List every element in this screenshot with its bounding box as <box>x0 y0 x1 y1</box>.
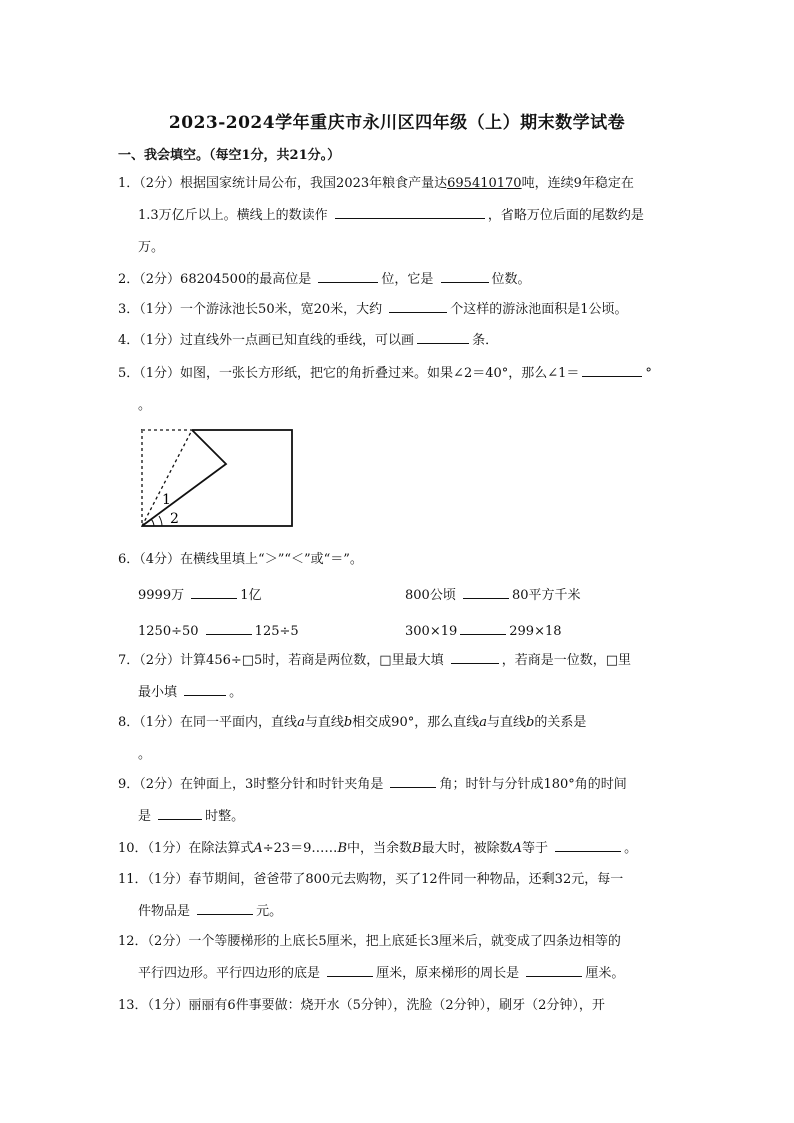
answer-blank[interactable] <box>184 681 226 696</box>
answer-blank[interactable] <box>158 805 202 820</box>
compare-row: 1250÷50 125÷5 <box>138 620 299 639</box>
answer-blank[interactable] <box>441 268 489 283</box>
question-8: 8．（1分）在同一平面内，直线a与直线b相交成90°，那么直线a与直线b的关系是 。 <box>118 715 587 762</box>
question-11: 11．（1分）春节期间，爸爸带了800元去购物，买了12件同一种物品，还剩32元，每一 件物品是 元。 <box>118 872 624 919</box>
question-3: 3．（1分）一个游泳池长50米，宽20米，大约 个这样的游泳池面积是1公顷。 <box>118 294 678 326</box>
question-number: 1． <box>118 176 140 191</box>
question-10: 10．（1分）在除法算式A÷23＝9……B中，当余数B最大时，被除数A等于 。 <box>118 833 678 865</box>
angle-label-2: 2 <box>170 511 179 527</box>
question-4: 4．（1分）过直线外一点画已知直线的垂线，可以画 条． <box>118 325 678 357</box>
compare-row: 800公顷 80平方千米 <box>405 584 581 603</box>
question-7: 7．（2分）计算456÷□5时，若商是两位数，□里最大填 ，若商是一位数，□里 最小填 。 <box>118 645 678 709</box>
page-title: 2023-2024学年重庆市永川区四年级（上）期末数学试卷 <box>168 113 626 133</box>
answer-blank[interactable] <box>389 298 447 313</box>
folded-rectangle-figure <box>140 428 296 534</box>
compare-row: 9999万 1亿 <box>138 584 262 603</box>
answer-blank[interactable] <box>451 649 499 664</box>
answer-blank[interactable] <box>335 204 485 219</box>
answer-blank[interactable] <box>417 329 469 344</box>
question-12: 12．（2分）一个等腰梯形的上底长5厘米，把上底延长3厘米后，就变成了四条边相等的 平行四边形。平行四边形的底是 厘米，原来梯形的周长是 厘米。 <box>118 934 625 981</box>
angle-label-1: 1 <box>162 492 171 508</box>
compare-row: 300×19 299×18 <box>405 620 562 639</box>
answer-blank[interactable] <box>390 773 436 788</box>
answer-blank[interactable] <box>526 962 582 977</box>
question-6: 6．（4分）在横线里填上“＞”“＜”或“＝”。 <box>118 552 363 567</box>
answer-blank[interactable] <box>555 837 621 852</box>
answer-blank[interactable] <box>197 900 253 915</box>
answer-blank[interactable] <box>460 620 506 635</box>
answer-blank[interactable] <box>191 584 237 599</box>
question-2: 2．（2分）68204500的最高位是 位，它是 位数。 <box>118 264 678 296</box>
question-13: 13．（1分）丽丽有6件事要做：烧开水（5分钟），洗脸（2分钟），刷牙（2分钟），开 <box>118 998 605 1013</box>
answer-blank[interactable] <box>463 584 509 599</box>
question-5: 5．（1分）如图，一张长方形纸，把它的角折叠过来。如果∠2＝40°，那么∠1＝ ° 。 <box>118 358 678 422</box>
answer-blank[interactable] <box>327 962 373 977</box>
answer-blank[interactable] <box>318 268 378 283</box>
question-9: 9．（2分）在钟面上，3时整分针和时针夹角是 角；时针与分针成180°角的时间 是 时整。 <box>118 769 678 833</box>
section-heading: 一、我会填空。（每空1分，共21分。） <box>118 148 341 163</box>
answer-blank[interactable] <box>582 362 642 377</box>
underlined-number: 695410170 <box>447 176 522 191</box>
question-1: 1．（2分）根据国家统计局公布，我国2023年粮食产量达695410170吨，连续9年稳定在 1.3万亿斤以上。横线上的数读作 ，省略万位后面的尾数约是 万。 <box>118 176 644 255</box>
answer-blank[interactable] <box>206 620 252 635</box>
